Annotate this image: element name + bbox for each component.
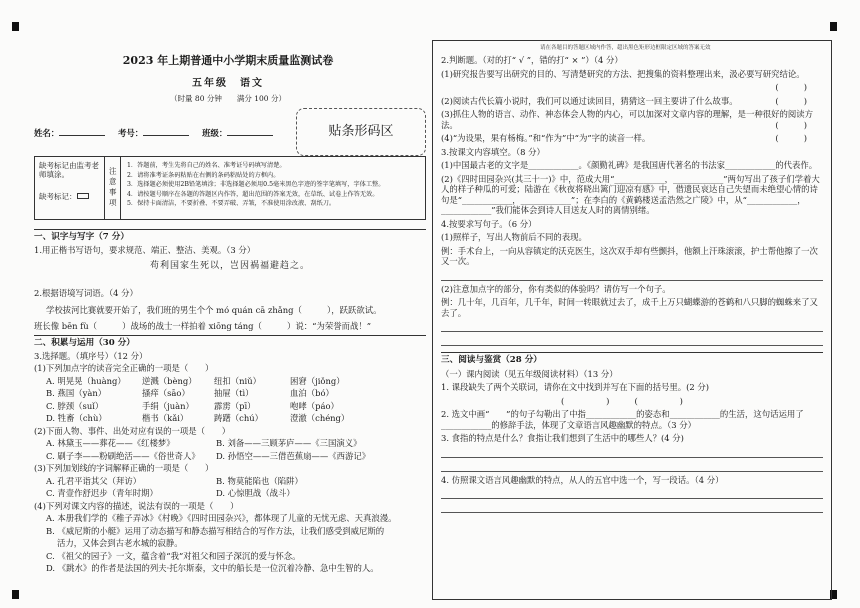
judge-item: (2)阅读古代长篇小说时，我们可以通过读回目，猜猜这一回主要讲了什么故事。 ( )	[441, 96, 823, 107]
reading-q2[interactable]: 2. 选文中画“ ”的句子勾勒出了中指____________的姿态和____________的生活，这句话运用了____________的修辞手法，体现了文章语言风趣幽默的特点。（3 分）	[441, 409, 804, 430]
corner-marker	[12, 22, 19, 31]
answer-line[interactable]	[441, 270, 823, 281]
write-prompt-1: (1)照样子，写出人物前后不同的表现。	[441, 232, 587, 242]
exam-meta: （时量 80 分钟 满分 100 分）	[170, 94, 286, 104]
class-field[interactable]	[227, 128, 273, 136]
question-3-1: (1)下列加点字的读音完全正确的一项是（ ）	[34, 363, 214, 374]
corner-marker	[830, 22, 837, 31]
right-column	[432, 40, 832, 600]
notice-item: 1．答题前，考生先将自己的姓名、准考证号码填写清楚。	[127, 162, 286, 169]
write-example-2: 例：几十年，几百年，几千年，时间一转眼就过去了，成千上万只蝴蝶游的苍鹤和八只脚的蜘蛛来了又去了。	[441, 297, 818, 318]
question-fill: 3.按课文内容填空。（8 分）	[441, 146, 545, 157]
left-column	[30, 48, 426, 600]
option-line[interactable]: C. 《祖父的园子》一文，蕴含着“我”对祖父和园子深沉的爱与怀念。	[46, 550, 301, 561]
question-1: 1.用正楷书写语句，要求规范、端正、整洁、美观。（3 分）	[34, 244, 256, 255]
question-2-line1: 学校拔河比赛就要开始了，我们班的男生个个 mó quán cā zhǎng（ ），跃跃欲试。	[46, 304, 382, 315]
notice-label: 注意事项	[105, 157, 121, 219]
judge-item: (1)研究报告要写出研究的目的、写清楚研究的方法、把搜集的资料整理出来，汲必要写研究结论。	[441, 68, 805, 79]
option-row[interactable]: C. 脖颈（suǐ） 手绢（juàn） 霹雳（pī） 咆哮（páo）	[46, 400, 339, 411]
name-label: 姓名：	[34, 128, 60, 138]
section-2-title: 二、积累与运用（30 分）	[34, 335, 426, 349]
name-field[interactable]	[59, 128, 105, 136]
reading-q3: 3. 食指的特点是什么？食指让我们想到了生活中的哪些人？(4 分)	[441, 433, 684, 444]
section-3-sub: （一）课内阅读（见五年级阅读材料）（13 分）	[441, 368, 618, 379]
option-row[interactable]: A. 孔君平诣其父（拜访） B. 物莫能陷也（陷阱）	[46, 475, 303, 486]
question-judge: 2.判断题。（对的打“ √ ”，错的打“ × ”）（4 分）	[441, 55, 623, 65]
fill-item[interactable]: (1)中国最古老的文字是____________。《颜勤礼碑》是我国唐代著名的书法家____________的代表作。	[441, 160, 818, 170]
exam-subject: 五年级 语文	[192, 77, 264, 89]
judge-item: (3)抓住人物的语言、动作、神态体会人物的内心，可以加深对文章内容的理解，是一种很好的阅读方法。 ( )	[441, 109, 823, 130]
notice-item: 4．请按题号顺序在各题的答题区内作答，超出范围的答案无效，在草纸、试卷上作答无效。	[127, 190, 379, 198]
answer-line[interactable]	[441, 502, 823, 513]
option-row[interactable]: A. 林黛玉——葬花——《红楼梦》 B. 刘备——三顾茅庐——《三国演义》	[46, 438, 362, 449]
notice-list	[121, 157, 425, 219]
id-label: 考号：	[118, 128, 144, 138]
option-row[interactable]: D. 牲畜（chù） 楷书（kǎi） 踌躇（chú） 澄澈（chéng）	[46, 413, 350, 424]
student-info	[34, 128, 304, 139]
option-line[interactable]: D. 《跳水》的作者是法国的列夫·托尔斯泰，文中的船长是一位沉着冷静、急中生智的人。	[46, 563, 379, 574]
question-write: 4.按要求写句子。（6 分）	[441, 218, 537, 229]
reading-q1-answer[interactable]: ( ) ( )	[561, 395, 683, 406]
option-line[interactable]: A. 本册我们学的《稚子弄冰》《村晚》《四时田园杂兴》，都体现了儿童的无忧无虑、天真浪漫。	[46, 513, 397, 524]
question-3-2: (2)下面人物、事件、出处对应有误的一项是（ ）	[34, 425, 231, 436]
option-line: 活力，又体会到古老水城的寂静。	[46, 538, 183, 549]
absent-note: 缺考标记由监考老师填涂。	[39, 161, 99, 180]
question-3: 3.选择题。（填序号）（12 分）	[34, 350, 148, 361]
option-row[interactable]: A. 明晃晃（huàng） 逆溅（bèng） 纽扣（niǔ） 困窘（jiǒng）	[46, 375, 345, 386]
answer-area-note: 请在各题目的答题区域内作答，超出黑色矩形边框限定区域的答案无效	[540, 45, 711, 51]
answer-line[interactable]	[441, 321, 823, 332]
section-3-title: 三、阅读与鉴赏（28 分）	[441, 352, 823, 366]
notice-box	[34, 156, 426, 220]
write-prompt-2: (2)注意加点字的部分，你有类似的体验吗？请仿写一个句子。	[441, 283, 671, 294]
class-label: 班级：	[202, 128, 228, 138]
question-2: 2.根据语境写词语。（4 分）	[34, 288, 138, 299]
barcode-area: 贴条形码区	[296, 108, 426, 156]
notice-item: 2．请将准考证条码粘贴在右侧的条码粘贴处的方框内。	[127, 171, 280, 179]
reading-q4: 4. 仿照课文语言风趣幽默的特点，从人的五官中选一个，写一段话。（4 分）	[441, 474, 724, 485]
judge-paren[interactable]: ( )	[775, 119, 807, 130]
judge-paren[interactable]: ( )	[775, 95, 807, 106]
question-3-4: (4)下列对课文内容的描述，说法有误的一项是（ ）	[34, 500, 239, 511]
option-row[interactable]: C. 刷子李——粉刷绝活——《俗世奇人》 D. 孙悟空——三借芭蕉扇——《西游记》	[46, 450, 371, 461]
option-line[interactable]: B. 《威尼斯的小艇》运用了动态描写和静态描写相结合的写作方法，让我们感受到威尼斯的	[46, 525, 385, 536]
answer-line[interactable]	[441, 447, 823, 458]
corner-marker	[12, 590, 19, 599]
absent-cell	[35, 157, 105, 219]
answer-line[interactable]	[441, 488, 823, 499]
judge-paren[interactable]: ( )	[775, 133, 807, 143]
judge-item: (4)“为设果，果有杨梅。”和“作为”中“为”字的读音一样。 ( )	[441, 133, 823, 144]
judge-paren[interactable]: ( )	[775, 82, 807, 92]
absent-mark[interactable]: 缺考标记：	[39, 192, 100, 201]
answer-line[interactable]	[441, 461, 823, 472]
notice-item: 3．选择题必须使用2B铅笔填涂；非选择题必须用0.5毫米黑色字迹的签字笔填写，字体工整。	[127, 181, 385, 189]
option-row[interactable]: C. 青壹作舒迟步（青年时期） D. 心惊胆战（战斗）	[46, 488, 295, 499]
option-row[interactable]: B. 燕国（yàn） 搔痒（sāo） 抽屉（tì） 血泊（bó）	[46, 388, 334, 399]
fill-item[interactable]: (2)《四时田园杂兴(其三十一)》中，范成大用“____________，____________”两句写出了孩子们学着大人的样子种瓜的可爱；陆游在《秋夜将晓出篱门迎凉有感》中，借遗民哀达自己失望而未绝望心情的诗句是“____________，____________”；在李白的《黄鹤楼送孟浩然之广陵》中，从“____________，____________”我们能体会到诗人目送友人时的离情别绪。	[441, 173, 820, 215]
question-3-3: (3)下列加划线的字词解释正确的一项是（ ）	[34, 463, 214, 474]
write-example-1: 例：手术台上，一向从容镇定的沃克医生，这次双手却有些颤抖，他额上汗珠滚滚，护士帮他擦了一次又一次。	[441, 245, 818, 266]
reading-q1: 1. 课段缺失了两个关联词，请你在文中找到并写在下面的括号里。(2 分)	[441, 382, 710, 393]
calligraphy-text: 苟利国家生死以，岂因祸福避趋之。	[149, 261, 310, 272]
notice-item: 5．保持卡面清洁，不要折叠、不要弄破、弄皱，不准使用涂改液、刮纸刀。	[127, 200, 336, 208]
left-questions	[34, 226, 426, 574]
question-2-line2: 班长像 bēn fù（ ）战场的战士一样拍着 xiōng táng（ ）说：“为荣誉而战！”	[34, 321, 371, 332]
answer-line[interactable]	[441, 335, 823, 346]
id-field[interactable]	[143, 128, 189, 136]
exam-title: 2023 年上期普通中小学期末质量监测试卷	[122, 54, 334, 67]
section-1-title: 一、识字与写字（7 分）	[34, 229, 426, 243]
